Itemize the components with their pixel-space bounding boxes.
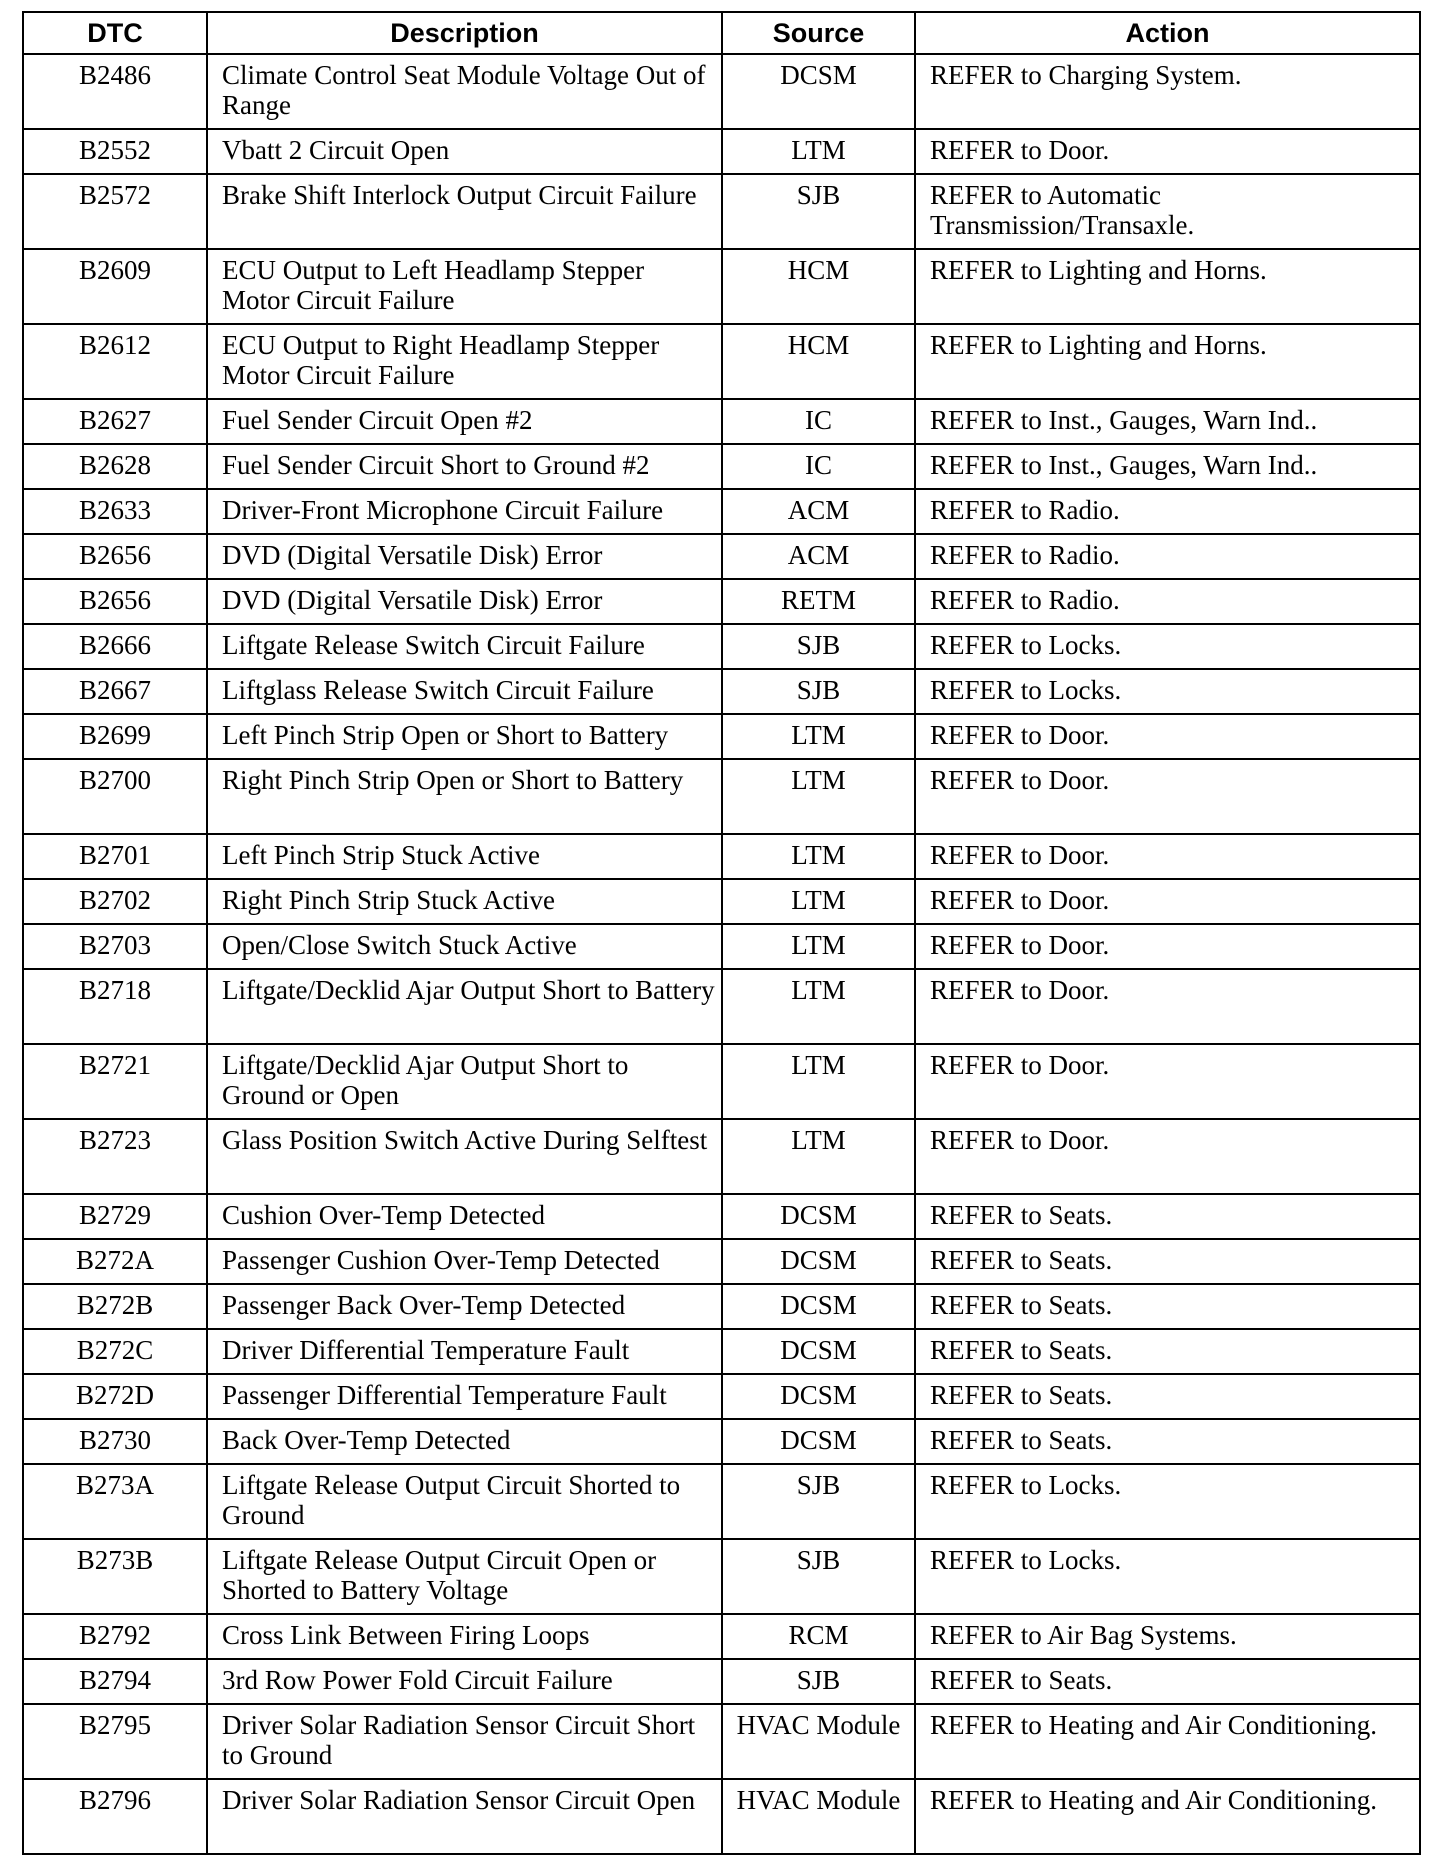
cell-source: SJB (722, 174, 915, 249)
cell-source: HCM (722, 249, 915, 324)
cell-description: Vbatt 2 Circuit Open (207, 129, 722, 174)
cell-source: LTM (722, 129, 915, 174)
cell-action: REFER to Lighting and Horns. (915, 324, 1420, 399)
table-row (23, 249, 1420, 324)
cell-description: Driver Solar Radiation Sensor Circuit Short to Ground (207, 1704, 722, 1779)
cell-dtc: B2702 (23, 879, 207, 924)
table-row (23, 444, 1420, 489)
cell-source: HVAC Module (722, 1704, 915, 1779)
cell-description: ECU Output to Left Headlamp Stepper Motor Circuit Failure (207, 249, 722, 324)
cell-source: RCM (722, 1614, 915, 1659)
cell-dtc: B2612 (23, 324, 207, 399)
cell-action: REFER to Door. (915, 879, 1420, 924)
cell-description: Brake Shift Interlock Output Circuit Failure (207, 174, 722, 249)
table-row (23, 1239, 1420, 1284)
cell-dtc: B2795 (23, 1704, 207, 1779)
table-row (23, 1284, 1420, 1329)
table-row (23, 1779, 1420, 1854)
cell-source: LTM (722, 969, 915, 1044)
cell-description: Liftgate Release Switch Circuit Failure (207, 624, 722, 669)
cell-dtc: B273A (23, 1464, 207, 1539)
cell-source: DCSM (722, 1419, 915, 1464)
cell-description: Cushion Over-Temp Detected (207, 1194, 722, 1239)
cell-description: Right Pinch Strip Stuck Active (207, 879, 722, 924)
cell-source: LTM (722, 1044, 915, 1119)
cell-description: Cross Link Between Firing Loops (207, 1614, 722, 1659)
cell-dtc: B2609 (23, 249, 207, 324)
header-dtc: DTC (23, 12, 207, 54)
cell-action: REFER to Charging System. (915, 54, 1420, 129)
cell-dtc: B2794 (23, 1659, 207, 1704)
table-row (23, 1044, 1420, 1119)
cell-action: REFER to Seats. (915, 1239, 1420, 1284)
cell-description: Liftglass Release Switch Circuit Failure (207, 669, 722, 714)
cell-source: SJB (722, 1464, 915, 1539)
cell-dtc: B273B (23, 1539, 207, 1614)
cell-description: Passenger Back Over-Temp Detected (207, 1284, 722, 1329)
cell-source: DCSM (722, 1374, 915, 1419)
cell-action: REFER to Door. (915, 834, 1420, 879)
table-row (23, 1539, 1420, 1614)
table-row (23, 924, 1420, 969)
cell-description: ECU Output to Right Headlamp Stepper Motor Circuit Failure (207, 324, 722, 399)
table-row (23, 174, 1420, 249)
header-description: Description (207, 12, 722, 54)
table-row (23, 1464, 1420, 1539)
cell-action: REFER to Locks. (915, 1464, 1420, 1539)
cell-source: SJB (722, 1659, 915, 1704)
table-row (23, 969, 1420, 1044)
cell-description: Passenger Cushion Over-Temp Detected (207, 1239, 722, 1284)
cell-action: REFER to Door. (915, 759, 1420, 834)
cell-source: DCSM (722, 1194, 915, 1239)
cell-action: REFER to Seats. (915, 1374, 1420, 1419)
cell-source: ACM (722, 534, 915, 579)
cell-source: SJB (722, 624, 915, 669)
cell-action: REFER to Door. (915, 969, 1420, 1044)
cell-dtc: B2486 (23, 54, 207, 129)
cell-source: LTM (722, 834, 915, 879)
cell-dtc: B2718 (23, 969, 207, 1044)
table-row (23, 324, 1420, 399)
table-row (23, 399, 1420, 444)
cell-description: Back Over-Temp Detected (207, 1419, 722, 1464)
cell-dtc: B2796 (23, 1779, 207, 1854)
table-row (23, 714, 1420, 759)
cell-source: IC (722, 444, 915, 489)
cell-description: Open/Close Switch Stuck Active (207, 924, 722, 969)
cell-source: DCSM (722, 54, 915, 129)
cell-source: LTM (722, 924, 915, 969)
table-row (23, 1659, 1420, 1704)
cell-action: REFER to Locks. (915, 669, 1420, 714)
table-row (23, 579, 1420, 624)
table-row (23, 54, 1420, 129)
cell-source: LTM (722, 879, 915, 924)
cell-description: Glass Position Switch Active During Selftest (207, 1119, 722, 1194)
cell-description: Passenger Differential Temperature Fault (207, 1374, 722, 1419)
cell-action: REFER to Seats. (915, 1419, 1420, 1464)
cell-action: REFER to Locks. (915, 624, 1420, 669)
cell-action: REFER to Heating and Air Conditioning. (915, 1704, 1420, 1779)
cell-action: REFER to Inst., Gauges, Warn Ind.. (915, 399, 1420, 444)
cell-source: DCSM (722, 1239, 915, 1284)
cell-source: IC (722, 399, 915, 444)
cell-source: HVAC Module (722, 1779, 915, 1854)
dtc-table (22, 11, 1421, 1855)
cell-dtc: B2721 (23, 1044, 207, 1119)
cell-dtc: B272A (23, 1239, 207, 1284)
cell-dtc: B2792 (23, 1614, 207, 1659)
cell-dtc: B2699 (23, 714, 207, 759)
cell-action: REFER to Radio. (915, 489, 1420, 534)
cell-source: SJB (722, 1539, 915, 1614)
cell-dtc: B2730 (23, 1419, 207, 1464)
cell-dtc: B2656 (23, 579, 207, 624)
cell-dtc: B2627 (23, 399, 207, 444)
cell-action: REFER to Seats. (915, 1659, 1420, 1704)
cell-action: REFER to Air Bag Systems. (915, 1614, 1420, 1659)
cell-description: DVD (Digital Versatile Disk) Error (207, 579, 722, 624)
cell-description: Liftgate Release Output Circuit Open or Shorted to Battery Voltage (207, 1539, 722, 1614)
header-source: Source (722, 12, 915, 54)
cell-dtc: B2552 (23, 129, 207, 174)
cell-source: HCM (722, 324, 915, 399)
cell-action: REFER to Locks. (915, 1539, 1420, 1614)
cell-action: REFER to Door. (915, 1119, 1420, 1194)
table-row (23, 1119, 1420, 1194)
cell-dtc: B2572 (23, 174, 207, 249)
table-row (23, 1704, 1420, 1779)
cell-source: DCSM (722, 1284, 915, 1329)
table-row (23, 489, 1420, 534)
cell-dtc: B2667 (23, 669, 207, 714)
cell-description: Driver Solar Radiation Sensor Circuit Open (207, 1779, 722, 1854)
cell-dtc: B2703 (23, 924, 207, 969)
table-row (23, 1614, 1420, 1659)
cell-action: REFER to Seats. (915, 1284, 1420, 1329)
cell-dtc: B2656 (23, 534, 207, 579)
cell-action: REFER to Heating and Air Conditioning. (915, 1779, 1420, 1854)
cell-source: ACM (722, 489, 915, 534)
table-row (23, 534, 1420, 579)
table-row (23, 879, 1420, 924)
cell-source: LTM (722, 714, 915, 759)
header-action: Action (915, 12, 1420, 54)
cell-source: RETM (722, 579, 915, 624)
cell-source: LTM (722, 759, 915, 834)
cell-dtc: B272D (23, 1374, 207, 1419)
cell-action: REFER to Door. (915, 924, 1420, 969)
table-row (23, 129, 1420, 174)
cell-description: Liftgate Release Output Circuit Shorted to Ground (207, 1464, 722, 1539)
cell-action: REFER to Door. (915, 1044, 1420, 1119)
cell-action: REFER to Door. (915, 129, 1420, 174)
cell-action: REFER to Radio. (915, 534, 1420, 579)
cell-description: Fuel Sender Circuit Short to Ground #2 (207, 444, 722, 489)
cell-description: Fuel Sender Circuit Open #2 (207, 399, 722, 444)
table-row (23, 759, 1420, 834)
cell-action: REFER to Inst., Gauges, Warn Ind.. (915, 444, 1420, 489)
cell-dtc: B2633 (23, 489, 207, 534)
cell-action: REFER to Lighting and Horns. (915, 249, 1420, 324)
cell-description: Climate Control Seat Module Voltage Out of Range (207, 54, 722, 129)
cell-dtc: B2701 (23, 834, 207, 879)
cell-action: REFER to Automatic Transmission/Transaxle. (915, 174, 1420, 249)
cell-source: SJB (722, 669, 915, 714)
cell-dtc: B2666 (23, 624, 207, 669)
cell-dtc: B272B (23, 1284, 207, 1329)
cell-source: DCSM (722, 1329, 915, 1374)
cell-dtc: B2628 (23, 444, 207, 489)
cell-dtc: B2700 (23, 759, 207, 834)
cell-dtc: B272C (23, 1329, 207, 1374)
cell-dtc: B2729 (23, 1194, 207, 1239)
table-row (23, 1419, 1420, 1464)
cell-description: Left Pinch Strip Open or Short to Battery (207, 714, 722, 759)
cell-description: DVD (Digital Versatile Disk) Error (207, 534, 722, 579)
table-row (23, 1194, 1420, 1239)
cell-description: Liftgate/Decklid Ajar Output Short to Battery (207, 969, 722, 1044)
cell-dtc: B2723 (23, 1119, 207, 1194)
cell-action: REFER to Door. (915, 714, 1420, 759)
cell-description: Right Pinch Strip Open or Short to Battery (207, 759, 722, 834)
cell-source: LTM (722, 1119, 915, 1194)
cell-description: Driver-Front Microphone Circuit Failure (207, 489, 722, 534)
table-row (23, 1329, 1420, 1374)
table-row (23, 834, 1420, 879)
cell-description: Left Pinch Strip Stuck Active (207, 834, 722, 879)
table-row (23, 669, 1420, 714)
cell-action: REFER to Radio. (915, 579, 1420, 624)
table-row (23, 624, 1420, 669)
cell-description: Driver Differential Temperature Fault (207, 1329, 722, 1374)
cell-description: Liftgate/Decklid Ajar Output Short to Ground or Open (207, 1044, 722, 1119)
header-row (23, 12, 1420, 54)
cell-description: 3rd Row Power Fold Circuit Failure (207, 1659, 722, 1704)
table-row (23, 1374, 1420, 1419)
cell-action: REFER to Seats. (915, 1329, 1420, 1374)
cell-action: REFER to Seats. (915, 1194, 1420, 1239)
